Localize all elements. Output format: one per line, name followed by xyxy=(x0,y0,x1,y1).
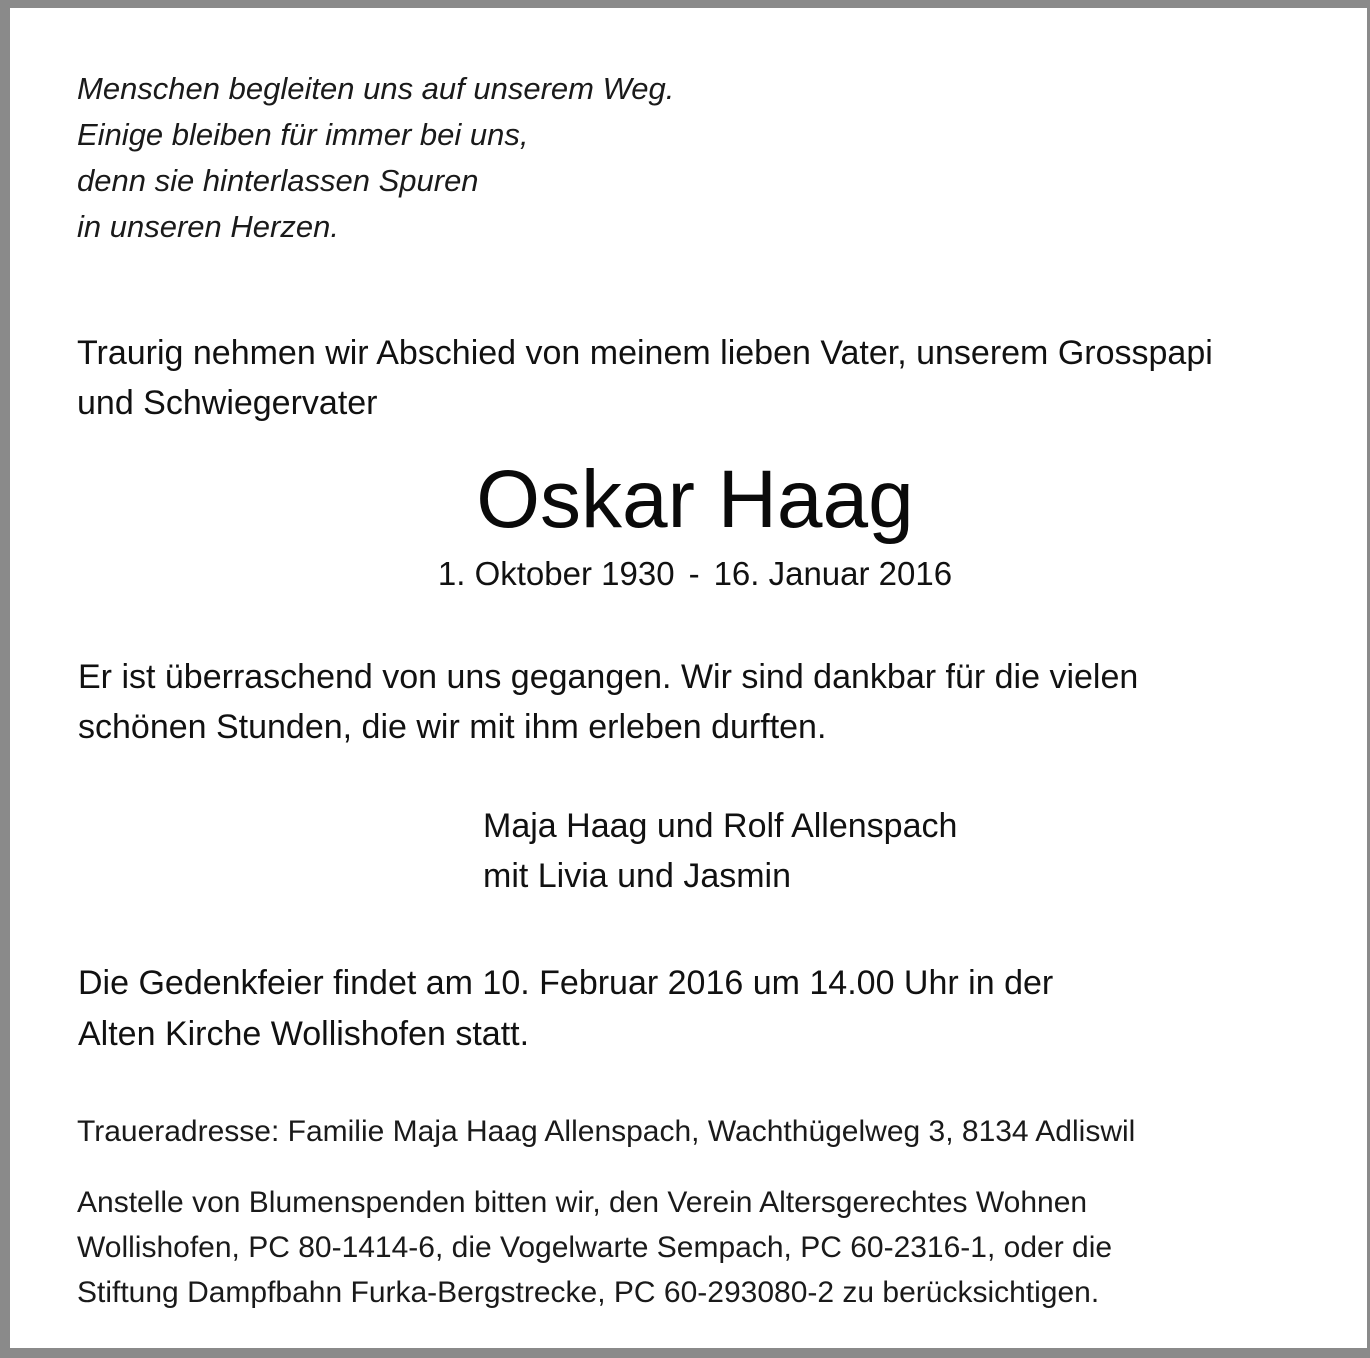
death-date: 16. Januar 2016 xyxy=(713,555,953,592)
signer-line: Maja Haag und Rolf Allenspach xyxy=(483,807,958,845)
donation-line: Stiftung Dampfbahn Furka-Bergstrecke, PC 60-293080-2 zu berücksichtigen. xyxy=(77,1276,1100,1309)
donation-request xyxy=(77,1180,1112,1315)
donation-line: Anstelle von Blumenspenden bitten wir, den Verein Altersgerechtes Wohnen xyxy=(77,1186,1088,1219)
signers xyxy=(483,801,957,901)
poem xyxy=(77,66,674,250)
message-line: schönen Stunden, die wir mit ihm erleben durften. xyxy=(78,708,827,746)
poem-line: denn sie hinterlassen Spuren xyxy=(77,163,479,198)
intro-line: Traurig nehmen wir Abschied von meinem lieben Vater, unserem Grosspapi xyxy=(77,334,1213,372)
mourning-address: Traueradresse: Familie Maja Haag Allenspach, Wachthügelweg 3, 8134 Adliswil xyxy=(77,1115,1136,1148)
birth-date: 1. Oktober 1930 xyxy=(437,555,675,592)
life-dates xyxy=(10,552,1370,596)
ceremony-info xyxy=(78,958,1053,1060)
signer-line: mit Livia und Jasmin xyxy=(483,857,792,895)
message-line: Er ist überraschend von uns gegangen. Wir sind dankbar für die vielen xyxy=(78,658,1139,696)
poem-line: in unseren Herzen. xyxy=(77,209,339,244)
intro-line: und Schwiegervater xyxy=(77,384,378,422)
ceremony-line: Alten Kirche Wollishofen statt. xyxy=(78,1015,530,1053)
ceremony-line: Die Gedenkfeier findet am 10. Februar 2016 um 14.00 Uhr in der xyxy=(78,964,1054,1002)
date-separator: - xyxy=(688,555,700,592)
poem-line: Einige bleiben für immer bei uns, xyxy=(77,117,529,152)
poem-line: Menschen begleiten uns auf unserem Weg. xyxy=(77,71,675,106)
deceased-name: Oskar Haag xyxy=(476,454,914,545)
donation-line: Wollishofen, PC 80-1414-6, die Vogelwarte Sempach, PC 60-2316-1, oder die xyxy=(77,1231,1113,1264)
intro-text xyxy=(77,328,1213,428)
condolence-message xyxy=(78,652,1138,752)
